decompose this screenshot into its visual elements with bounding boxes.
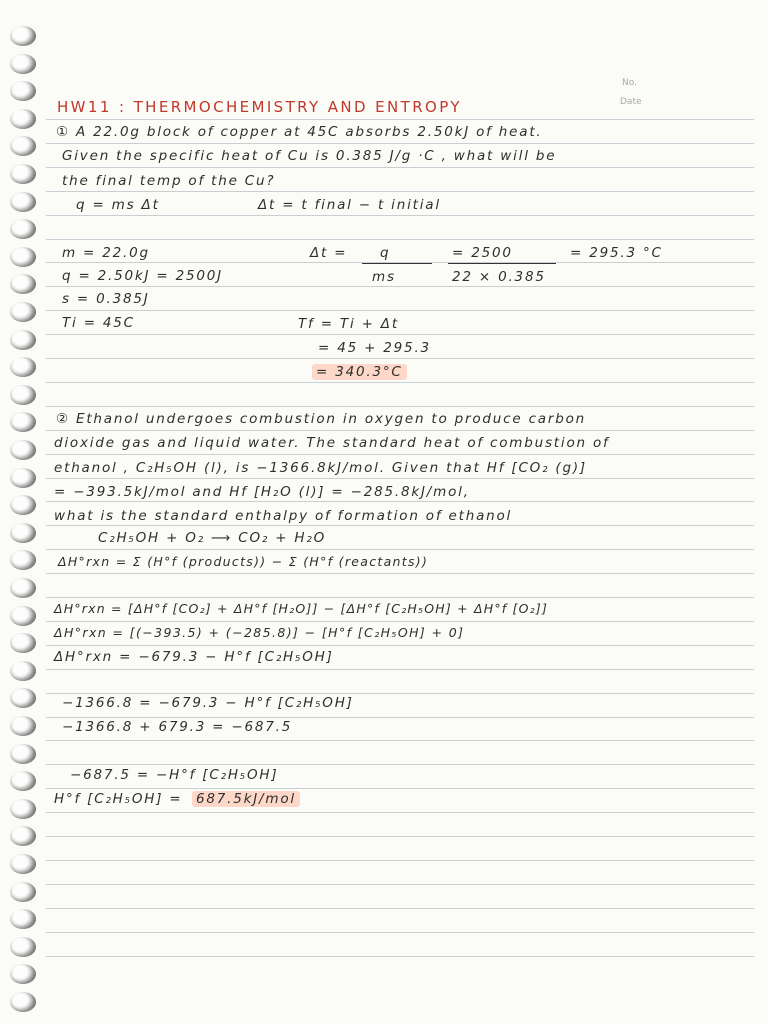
p1-line1: ① A 22.0g block of copper at 45C absorbs 2.50kJ of heat. (56, 124, 543, 140)
spiral-ring (10, 330, 36, 350)
spiral-ring (10, 523, 36, 543)
spiral-ring (10, 826, 36, 846)
date-label: Date (620, 97, 642, 107)
p2-step2: ΔH°rxn = [(−393.5) + (−285.8)] − [H°f [C₂H₅OH] + 0] (54, 625, 465, 640)
p2-line2: dioxide gas and liquid water. The standard heat of combustion of (54, 435, 610, 451)
p2-line3: ethanol , C₂H₅OH (l), is −1366.8kJ/mol. Given that Hf [CO₂ (g)] (54, 460, 587, 476)
ruled-line (46, 478, 754, 479)
ruled-line (46, 382, 754, 383)
ruled-line (46, 956, 754, 957)
ruled-line (46, 525, 754, 526)
p2-line1: ② Ethanol undergoes combustion in oxygen to produce carbon (56, 411, 586, 427)
spiral-ring (10, 247, 36, 267)
spiral-ring (10, 992, 36, 1012)
spiral-ring (10, 854, 36, 874)
spiral-ring (10, 357, 36, 377)
spiral-ring (10, 744, 36, 764)
spiral-ring (10, 716, 36, 736)
ruled-line (46, 358, 754, 359)
ruled-line (46, 167, 754, 168)
ruled-line (46, 501, 754, 502)
ruled-line (46, 860, 754, 861)
ruled-line (46, 717, 754, 718)
spiral-ring (10, 606, 36, 626)
ruled-line (46, 908, 754, 909)
spiral-ring (10, 550, 36, 570)
p1-line2: Given the specific heat of Cu is 0.385 J/g ·C , what will be (62, 148, 557, 164)
p1-line3: the final temp of the Cu? (62, 173, 276, 189)
spiral-ring (10, 54, 36, 74)
spiral-ring (10, 26, 36, 46)
p1-fraction-bar-1 (362, 263, 432, 264)
spiral-ring (10, 495, 36, 515)
p1-tf-1: Tf = Ti + Δt (298, 316, 399, 332)
p1-dt-result: = 295.3 °C (570, 245, 663, 261)
ruled-line (46, 645, 754, 646)
spiral-ring (10, 440, 36, 460)
ruled-line (46, 119, 754, 120)
ruled-line (46, 573, 754, 574)
ruled-line (46, 334, 754, 335)
spiral-ring (10, 81, 36, 101)
p1-dt-den: ms (372, 269, 396, 285)
ruled-line (46, 239, 754, 240)
p1-given-m: m = 22.0g (62, 245, 150, 261)
p2-reaction: C₂H₅OH + O₂ ⟶ CO₂ + H₂O (98, 530, 326, 546)
spiral-ring (10, 385, 36, 405)
spiral-ring (10, 412, 36, 432)
p1-fraction-bar-2 (448, 263, 556, 264)
ruled-line (46, 215, 754, 216)
ruled-line (46, 191, 754, 192)
p2-final-lhs: H°f [C₂H₅OH] = (54, 791, 183, 807)
spiral-ring (10, 633, 36, 653)
p1-dt-eq-den: 22 × 0.385 (452, 269, 546, 285)
ruled-line (46, 693, 754, 694)
p2-final-answer: 687.5kJ/mol (192, 791, 300, 807)
spiral-ring (10, 109, 36, 129)
spiral-ring (10, 882, 36, 902)
ruled-line (46, 669, 754, 670)
p2-step6: −687.5 = −H°f [C₂H₅OH] (70, 767, 279, 783)
p1-dt-num: q (380, 245, 391, 261)
p2-step5: −1366.8 + 679.3 = −687.5 (62, 719, 293, 735)
ruled-line (46, 764, 754, 765)
ruled-line (46, 454, 754, 455)
ruled-line (46, 740, 754, 741)
p1-given-q: q = 2.50kJ = 2500J (62, 268, 223, 284)
p1-answer: = 340.3°C (312, 364, 407, 380)
p1-dt-lhs: Δt = (310, 245, 348, 261)
page-title: HW11 : THERMOCHEMISTRY AND ENTROPY (57, 98, 462, 116)
spiral-ring (10, 799, 36, 819)
spiral-ring (10, 219, 36, 239)
p2-step3: ΔH°rxn = −679.3 − H°f [C₂H₅OH] (54, 649, 334, 665)
ruled-line (46, 597, 754, 598)
spiral-ring (10, 909, 36, 929)
p2-line5: what is the standard enthalpy of formation of ethanol (54, 508, 513, 524)
ruled-line (46, 836, 754, 837)
no-label: No. (622, 78, 637, 88)
ruled-line (46, 884, 754, 885)
p1-formula-dt: Δt = t final − t initial (258, 197, 441, 213)
spiral-ring (10, 688, 36, 708)
ruled-line (46, 788, 754, 789)
ruled-line (46, 812, 754, 813)
spiral-ring (10, 964, 36, 984)
p2-step4: −1366.8 = −679.3 − H°f [C₂H₅OH] (62, 695, 354, 711)
p2-line4: = −393.5kJ/mol and Hf [H₂O (l)] = −285.8kJ/mol, (54, 484, 470, 500)
p1-formula-q: q = ms Δt (76, 197, 160, 213)
p1-tf-2: = 45 + 295.3 (318, 340, 431, 356)
spiral-ring (10, 937, 36, 957)
ruled-line (46, 621, 754, 622)
ruled-line (46, 406, 754, 407)
ruled-line (46, 932, 754, 933)
ruled-line (46, 143, 754, 144)
spiral-ring (10, 136, 36, 156)
p2-hess-law: ΔH°rxn = Σ (H°f (products)) − Σ (H°f (reactants)) (58, 554, 429, 569)
spiral-ring (10, 771, 36, 791)
spiral-ring (10, 468, 36, 488)
ruled-line (46, 549, 754, 550)
spiral-ring (10, 164, 36, 184)
spiral-ring (10, 302, 36, 322)
p1-given-ti: Ti = 45C (62, 315, 135, 331)
ruled-line (46, 430, 754, 431)
spiral-ring (10, 661, 36, 681)
ruled-line (46, 286, 754, 287)
p1-dt-eq-num: = 2500 (452, 245, 513, 261)
spiral-ring (10, 192, 36, 212)
spiral-ring (10, 274, 36, 294)
p1-given-s: s = 0.385J (62, 291, 150, 307)
ruled-line (46, 310, 754, 311)
spiral-ring (10, 578, 36, 598)
p2-step1: ΔH°rxn = [ΔH°f [CO₂] + ΔH°f [H₂O]] − [ΔH°f [C₂H₅OH] + ΔH°f [O₂]] (54, 601, 549, 616)
